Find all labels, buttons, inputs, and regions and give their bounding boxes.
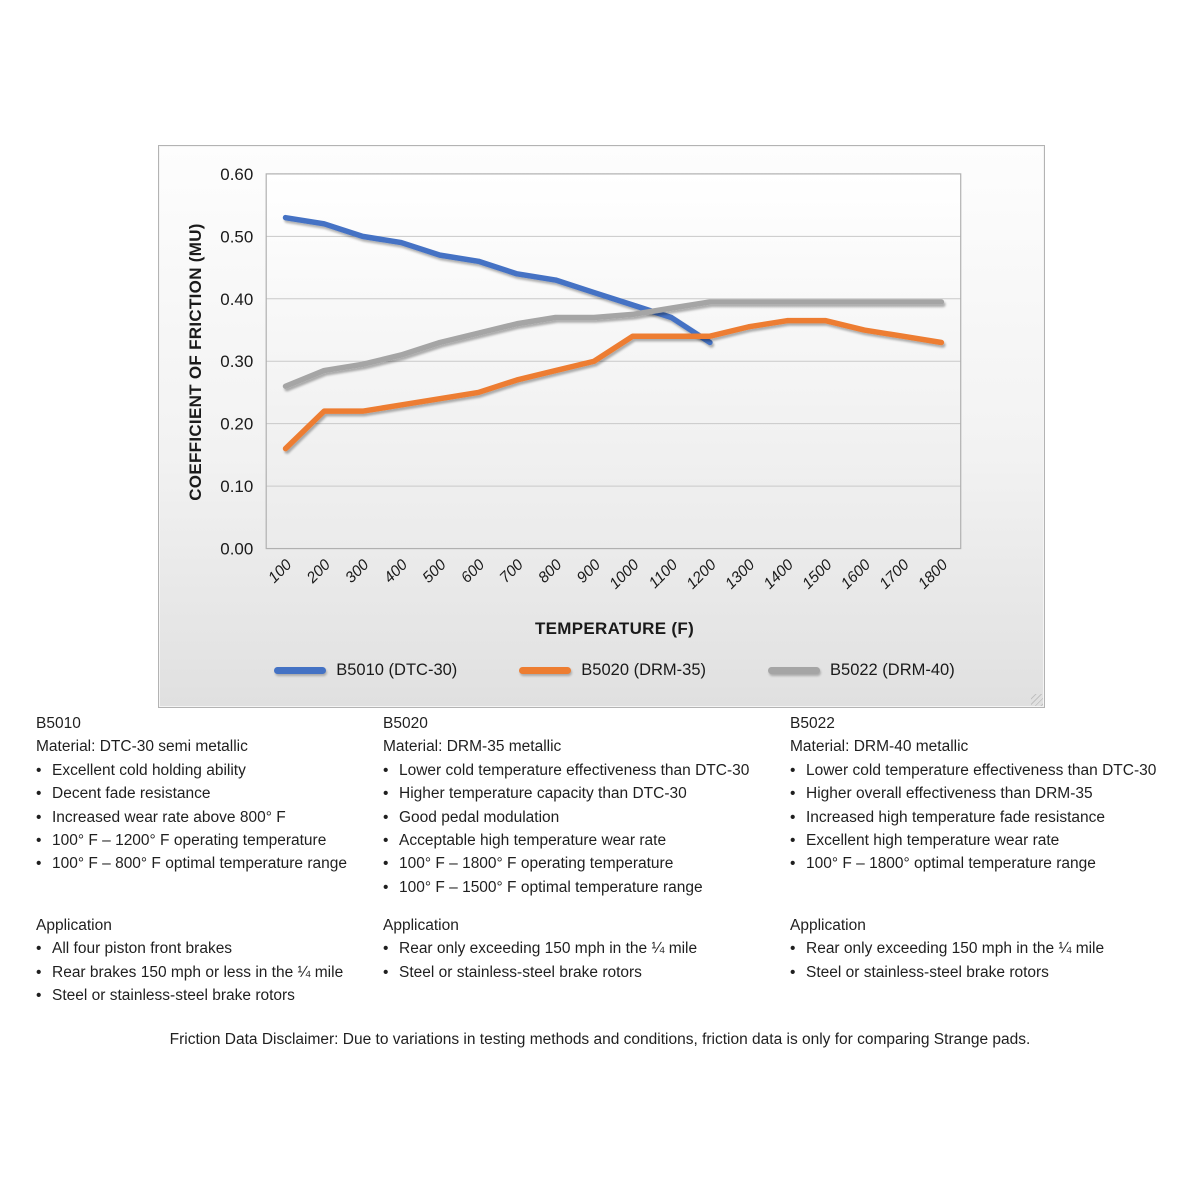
product-material: Material: DRM-40 metallic bbox=[790, 738, 969, 756]
y-tick-label: 0.50 bbox=[220, 227, 254, 247]
x-tick-label: 1000 bbox=[606, 556, 643, 593]
application-item: • Rear only exceeding 150 mph in the ¼ mile bbox=[790, 937, 1104, 960]
application-item: • Steel or stainless-steel brake rotors bbox=[790, 961, 1104, 984]
y-tick-label: 0.00 bbox=[220, 539, 254, 559]
y-tick-label: 0.20 bbox=[220, 414, 254, 434]
feature-item: • Decent fade resistance bbox=[36, 782, 347, 805]
legend-swatch-orange bbox=[519, 667, 571, 674]
feature-item: • Excellent cold holding ability bbox=[36, 759, 347, 782]
y-tick-label: 0.10 bbox=[220, 477, 254, 497]
x-tick-label: 200 bbox=[303, 556, 334, 587]
feature-item: • Lower cold temperature effectiveness than DTC-30 bbox=[790, 759, 1156, 782]
application-item: • Steel or stainless-steel brake rotors bbox=[383, 961, 697, 984]
x-tick-label: 1600 bbox=[837, 556, 875, 593]
feature-item: • Increased high temperature fade resistance bbox=[790, 806, 1156, 829]
legend-item-b5010 bbox=[274, 661, 457, 680]
feature-item: • Acceptable high temperature wear rate bbox=[383, 829, 749, 852]
product-material: Material: DTC-30 semi metallic bbox=[36, 738, 248, 756]
x-axis-title: TEMPERATURE (F) bbox=[534, 619, 695, 638]
feature-item: • Increased wear rate above 800° F bbox=[36, 806, 347, 829]
legend-label: B5022 (DRM-40) bbox=[830, 661, 955, 679]
product-code: B5022 bbox=[790, 715, 835, 732]
application-item: • Steel or stainless-steel brake rotors bbox=[36, 984, 343, 1007]
feature-item: • Excellent high temperature wear rate bbox=[790, 829, 1156, 852]
legend-label: B5020 (DRM-35) bbox=[581, 661, 707, 679]
x-tick-label: 1500 bbox=[799, 556, 836, 593]
x-tick-label: 1200 bbox=[683, 556, 720, 593]
feature-item: • Lower cold temperature effectiveness than DTC-30 bbox=[383, 759, 749, 782]
legend-label: B5010 (DTC-30) bbox=[336, 661, 458, 679]
x-tick-label: 100 bbox=[265, 556, 296, 587]
product-specs-b5020 bbox=[383, 712, 749, 899]
product-code: B5020 bbox=[383, 715, 428, 732]
feature-item: • 100° F – 1800° F operating temperature bbox=[383, 852, 749, 875]
feature-item: • Higher temperature capacity than DTC-30 bbox=[383, 782, 749, 805]
x-tick-label: 700 bbox=[496, 556, 527, 587]
x-tick-label: 400 bbox=[380, 556, 412, 587]
legend-swatch-blue bbox=[274, 667, 326, 674]
feature-item: • 100° F – 1200° F operating temperature bbox=[36, 829, 347, 852]
x-tick-label: 800 bbox=[535, 556, 566, 587]
product-specs-b5022 bbox=[790, 712, 1156, 876]
feature-item: • Higher overall effectiveness than DRM-35 bbox=[790, 782, 1156, 805]
y-tick-label: 0.60 bbox=[220, 164, 254, 184]
feature-item: • 100° F – 1800° optimal temperature range bbox=[790, 852, 1156, 875]
application-b5022 bbox=[790, 914, 1104, 984]
chart-legend bbox=[246, 661, 983, 680]
product-material: Material: DRM-35 metallic bbox=[383, 738, 562, 756]
legend-item-b5020 bbox=[519, 661, 706, 680]
feature-item: • Good pedal modulation bbox=[383, 806, 749, 829]
x-tick-label: 1800 bbox=[914, 556, 952, 593]
application-item: • Rear only exceeding 150 mph in the ¼ mile bbox=[383, 937, 697, 960]
feature-item: • 100° F – 800° F optimal temperature range bbox=[36, 852, 347, 875]
x-tick-label: 900 bbox=[573, 556, 604, 587]
legend-swatch-gray bbox=[768, 667, 820, 674]
chart-resize-handle bbox=[1031, 694, 1043, 706]
application-item: • All four piston front brakes bbox=[36, 937, 343, 960]
application-b5020 bbox=[383, 914, 697, 984]
friction-data-disclaimer: Friction Data Disclaimer: Due to variations in testing methods and conditions, friction data is only for comparing Strange pads. bbox=[169, 1031, 1031, 1048]
product-specs-b5010 bbox=[36, 712, 347, 876]
friction-chart bbox=[158, 145, 1045, 708]
product-code: B5010 bbox=[36, 715, 81, 732]
legend-item-b5022 bbox=[768, 661, 955, 680]
x-tick-label: 1100 bbox=[645, 556, 682, 592]
x-tick-label: 1400 bbox=[760, 556, 797, 593]
y-tick-label: 0.40 bbox=[220, 289, 254, 309]
application-b5010 bbox=[36, 914, 343, 1008]
x-tick-label: 500 bbox=[419, 556, 450, 587]
application-title: Application bbox=[790, 917, 866, 934]
x-tick-label: 1300 bbox=[722, 556, 759, 593]
application-item: • Rear brakes 150 mph or less in the ¼ mile bbox=[36, 961, 343, 984]
feature-item: • 100° F – 1500° F optimal temperature range bbox=[383, 876, 749, 899]
x-tick-label: 300 bbox=[342, 556, 373, 587]
application-title: Application bbox=[383, 917, 459, 934]
application-title: Application bbox=[36, 917, 112, 934]
x-tick-label: 1700 bbox=[876, 556, 913, 593]
x-tick-label: 600 bbox=[457, 556, 489, 587]
y-tick-label: 0.30 bbox=[220, 352, 254, 372]
y-axis-title: COEFFICIENT OF FRICTION (MU) bbox=[186, 223, 205, 501]
